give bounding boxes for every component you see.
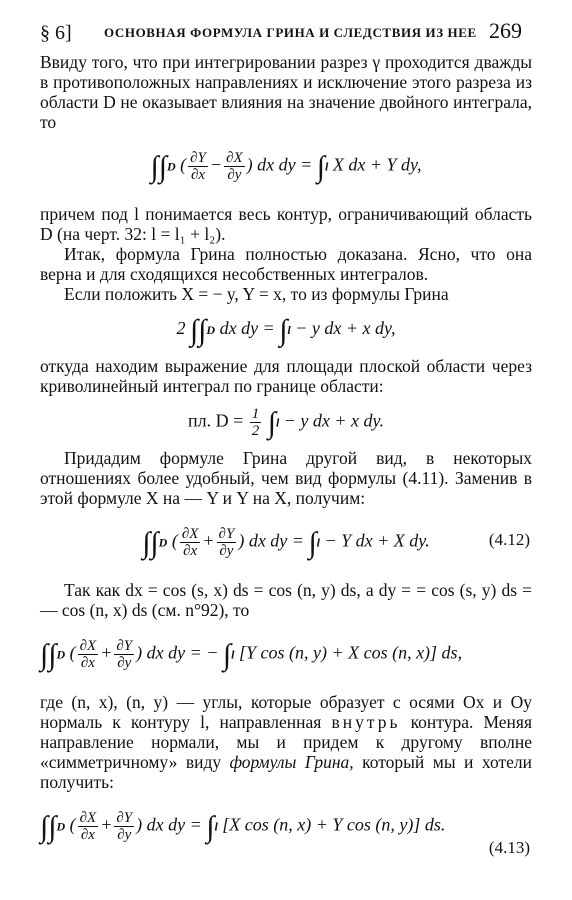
section-mark: § 6] bbox=[40, 22, 72, 44]
paragraph-8-part-a: где (n, x), (n, y) — углы, которые образует с осями Ox и Oy нормаль к контуру l, направленная bbox=[40, 692, 532, 732]
paragraph-8-part-e: который мы и хотели получить: bbox=[40, 752, 533, 792]
formula-6-lhs: dx dy = bbox=[146, 814, 202, 835]
paragraph-4: Если положить X = − y, Y = x, то из формулы Грина bbox=[64, 284, 449, 304]
formula-green-closed-contour: ∫∫D ( $\frac{\partial Y}{\partial x}$ − $\frac{\partial X}{\partial y}$ ) dx dy = ∫l X dx + Y dy, bbox=[150, 150, 422, 184]
formula-4-lhs: dx dy = bbox=[248, 530, 304, 551]
paragraph-6: Придадим формуле Грина другой вид, в некоторых отношениях более удобный, чем вид формулы (4.11). Заменив в этой формуле X на — Y и Y на X, получим: bbox=[40, 448, 532, 508]
formula-4-13: ∫∫D ( $\frac{\partial X}{\partial x}$ + $\frac{\partial Y}{\partial y}$ ) dx dy = ∫l [X cos (n, x) + Y cos (n, y)] ds. (4.13) bbox=[40, 810, 530, 857]
formula-area-double: 2 ∫∫D dx dy = ∫l − y dx + x dy, bbox=[176, 314, 396, 347]
formula-1-rhs: X dx + Y dy, bbox=[332, 154, 422, 175]
formula-5-lhs: dx dy = − bbox=[146, 642, 219, 663]
running-header bbox=[40, 14, 532, 52]
formula-area: пл. D = $\frac{1}{2}$ ∫l − y dx + x dy. bbox=[187, 406, 385, 440]
paragraph-8-italic: формулы Грина, bbox=[229, 752, 354, 772]
formula-3-rhs: − y dx + x dy. bbox=[283, 410, 385, 431]
formula-4-rhs: − Y dx + X dy. bbox=[324, 530, 430, 551]
formula-3-prefix: пл. D = bbox=[187, 410, 244, 431]
formula-4-12: ∫∫D ( $\frac{\partial X}{\partial x}$ + $\frac{\partial Y}{\partial y}$ ) dx dy = ∫l − Y dx + X dy. (4.12) bbox=[142, 526, 530, 560]
formula-2-rhs: − y dx + x dy, bbox=[295, 318, 396, 338]
page-number: 269 bbox=[489, 18, 522, 43]
formula-6-rhs: [X cos (n, x) + Y cos (n, y)] ds. bbox=[222, 814, 446, 835]
formula-5-rhs: [Y cos (n, y) + X cos (n, x)] ds, bbox=[238, 642, 463, 663]
paragraph-8-part-c: контура. Меняя направление нормали, мы и придем к другому вполне «симметричному» виду bbox=[40, 712, 533, 772]
formula-cosines: ∫∫D ( $\frac{\partial X}{\partial x}$ + $\frac{\partial Y}{\partial y}$ ) dx dy = − ∫l [Y cos (n, y) + X cos (n, x)] ds, bbox=[40, 638, 463, 672]
paragraph-8-spaced-word: внутрь bbox=[331, 712, 401, 732]
equation-number-4-12: (4.12) bbox=[488, 530, 530, 549]
header-title: ОСНОВНАЯ ФОРМУЛА ГРИНА И СЛЕДСТВИЯ ИЗ НЕЕ bbox=[104, 25, 477, 40]
paragraph-3: Итак, формула Грина полностью доказана. Ясно, что она верна и для сходящихся несобственных интегралов. bbox=[40, 244, 532, 284]
paragraph-2: причем под l понимается весь контур, ограничивающий область D (на черт. 32: l = l₁ + l₂). bbox=[40, 204, 532, 244]
formula-2-coef: 2 bbox=[176, 318, 186, 338]
paragraph-1: Ввиду того, что при интегрировании разрез γ проходится дважды в противоположных направлениях и исключение этого разреза из области D не оказывает влияния на значение двойного интеграла, то bbox=[40, 52, 532, 132]
paragraph-5: откуда находим выражение для площади плоской области через криволинейный интеграл по границе области: bbox=[40, 356, 532, 396]
paragraph-8 bbox=[40, 692, 532, 792]
equation-number-4-13: (4.13) bbox=[488, 838, 530, 857]
formula-2-lhs: dx dy = bbox=[219, 318, 275, 338]
paragraph-7: Так как dx = cos (s, x) ds = cos (n, y) ds, а dy = = cos (s, y) ds = — cos (n, x) ds (см. n°92), то bbox=[40, 580, 532, 620]
